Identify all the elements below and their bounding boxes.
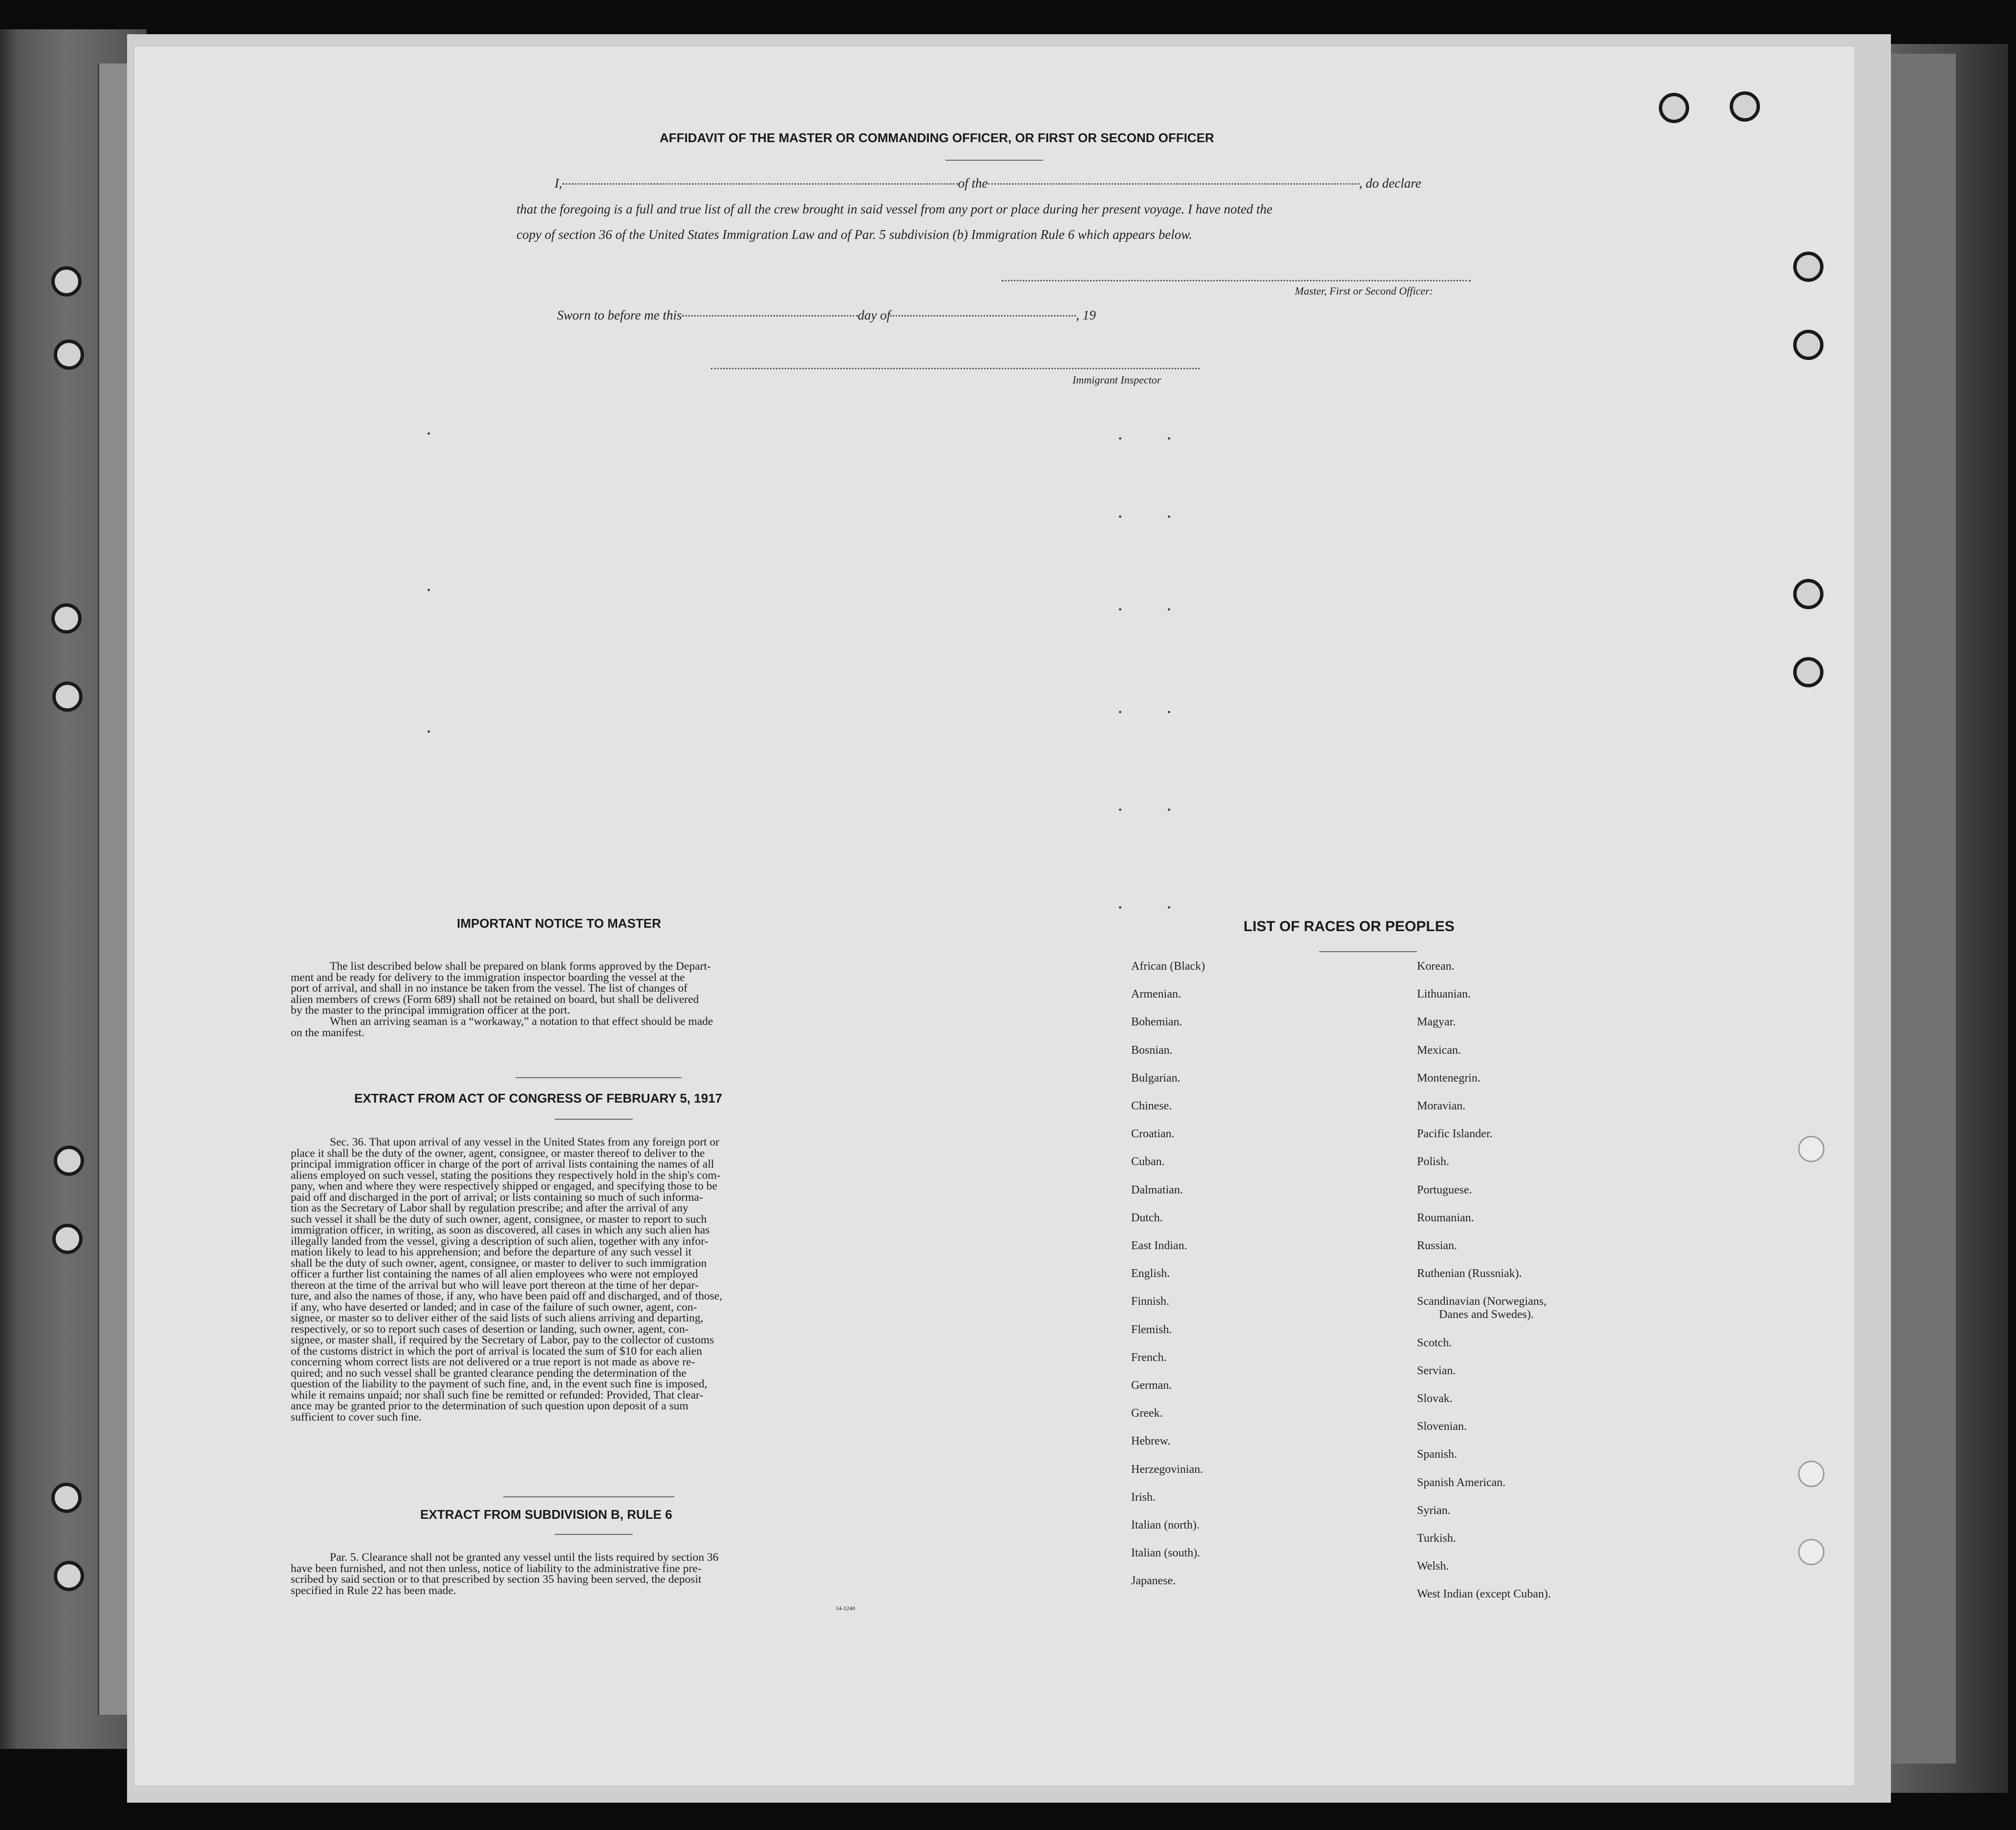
punch-hole-icon [1730, 91, 1760, 122]
race-item: Bohemian. [1131, 1016, 1182, 1029]
text-line: sufficient to cover such fine. [291, 1410, 422, 1424]
punch-hole-icon [54, 340, 84, 370]
race-item: Slovak. [1417, 1392, 1453, 1405]
text-line: concerning whom correct lists are not delivered or a true report is not made as above re- [291, 1356, 695, 1368]
notice-paragraph-1 [291, 961, 862, 1016]
race-item: Mexican. [1417, 1043, 1461, 1057]
punch-hole-icon [52, 1224, 83, 1254]
race-item: Bosnian. [1131, 1043, 1173, 1057]
text-line: principal immigration officer in charge of the port of arrival lists containing the names of all [291, 1158, 714, 1170]
text-line: if any, who have deserted or landed; and in case of the failure of such owner, agent, con- [291, 1300, 697, 1314]
vessel-blank [988, 183, 1359, 185]
notice-line: port of arrival, and shall in no instance be taken from the vessel. The list of changes of [291, 982, 688, 995]
punch-hole-icon [1659, 93, 1689, 123]
sworn-year: , 19 [1076, 308, 1096, 322]
race-item: Dalmatian. [1131, 1183, 1183, 1196]
race-item: Greek. [1131, 1407, 1163, 1420]
text-line: scribed by said section or to that prescribed by section 35 having been served, the deposit [291, 1573, 702, 1586]
race-item: Moravian. [1417, 1100, 1466, 1112]
column-mark [1119, 437, 1121, 440]
divider [555, 1534, 633, 1535]
race-item: Welsh. [1417, 1560, 1449, 1573]
column-mark [1119, 711, 1121, 713]
text-line: have been furnished, and not then unless, notice of liability to the administrative fine pre- [291, 1562, 702, 1575]
punch-hole-icon [54, 1561, 84, 1591]
notice-line: ment and be ready for delivery to the immigration inspector boarding the vessel at the [291, 971, 685, 984]
column-mark [1119, 906, 1121, 909]
text-line: question of the liability to the payment of such fine, and, in the event such fine is imposed, [291, 1378, 708, 1390]
text-line: pany, when and where they were respectively shipped or engaged, and specifying those to be [291, 1180, 717, 1192]
text-line: tion as the Secretary of Labor shall by regulation prescribe; and after the arrival of any [291, 1202, 688, 1214]
affidavit-i-label: I, [555, 176, 562, 191]
race-item: Turkish. [1417, 1532, 1456, 1545]
race-item: Pacific Islander. [1417, 1128, 1493, 1141]
text-line: specified in Rule 22 has been made. [291, 1584, 456, 1597]
text-line: quired; and no such vessel shall be granted clearance pending the determination of the [291, 1366, 686, 1380]
affidavit-title: AFFIDAVIT OF THE MASTER OR COMMANDING OFFICER, OR FIRST OR SECOND OFFICER [660, 130, 1214, 145]
race-item: East Indian. [1131, 1239, 1187, 1252]
name-blank [562, 183, 958, 185]
race-item: West Indian (except Cuban). [1417, 1588, 1551, 1601]
race-item: Magyar. [1417, 1016, 1456, 1029]
notice-line: When an arriving seaman is a “workaway,” a notation to that effect should be made [330, 1015, 713, 1028]
race-item: Spanish American. [1417, 1476, 1506, 1489]
punch-hole-icon [1798, 1461, 1824, 1487]
race-item: Cuban. [1131, 1155, 1165, 1169]
text-line: officer a further list containing the names of all alien employees who were not employed [291, 1268, 698, 1280]
race-item: Japanese. [1131, 1575, 1176, 1588]
extract-act-text [291, 1137, 862, 1423]
race-item: Chinese. [1131, 1100, 1172, 1112]
notice-title: IMPORTANT NOTICE TO MASTER [457, 916, 661, 931]
race-item: Flemish. [1131, 1323, 1172, 1336]
race-item: Slovenian. [1417, 1420, 1467, 1433]
punch-hole-icon [51, 1483, 82, 1513]
affidavit-line-1 [555, 176, 1421, 191]
text-line: illegally landed from the vessel, giving a description of such alien, together with any infor- [291, 1234, 708, 1248]
text-line: respectively, or so to report such cases of desertion or landing, such owner, agent, con- [291, 1322, 689, 1336]
punch-hole-icon [51, 266, 82, 297]
text-line: paid off and discharged in the port of arrival; or lists containing so much of such informa- [291, 1191, 703, 1204]
inspector-caption: Immigrant Inspector [1072, 374, 1161, 386]
column-mark [1119, 608, 1121, 611]
text-line: aliens employed on such vessel, stating the positions they respectively hold in the ship's com- [291, 1169, 721, 1182]
race-item: Dutch. [1131, 1211, 1163, 1224]
sworn-prefix: Sworn to before me this [557, 308, 682, 322]
text-line: mation likely to lead to his apprehension; and before the departure of any such vessel it [291, 1246, 692, 1258]
text-line: signee, or master so to deliver either of the said lists of such aliens arriving and departing, [291, 1312, 704, 1324]
punch-hole-icon [1793, 252, 1823, 282]
race-item: Scandinavian (Norwegians, [1417, 1295, 1547, 1308]
column-mark [1168, 809, 1170, 811]
race-item: Finnish. [1131, 1295, 1170, 1308]
column-mark [428, 589, 430, 591]
sworn-month-blank [890, 315, 1076, 317]
form-number: 14-1240 [836, 1605, 855, 1612]
race-item: Roumanian. [1417, 1211, 1474, 1224]
extract-act-title: EXTRACT FROM ACT OF CONGRESS OF FEBRUARY 5, 1917 [354, 1091, 723, 1106]
divider [945, 160, 1043, 161]
text-line: thereon at the time of the arrival but who will leave port thereon at the time of her depar- [291, 1278, 699, 1292]
punch-hole-icon [52, 681, 83, 712]
race-item: Montenegrin. [1417, 1071, 1480, 1085]
punch-hole-icon [54, 1146, 84, 1176]
extract-rule-title: EXTRACT FROM SUBDIVISION B, RULE 6 [420, 1507, 672, 1522]
punch-hole-icon [51, 603, 82, 634]
race-item: Armenian. [1131, 988, 1181, 1001]
punch-hole-icon [1793, 657, 1823, 687]
race-item: Italian (north). [1131, 1519, 1200, 1532]
race-item: Servian. [1417, 1364, 1456, 1377]
text-line: immigration officer, in writing, as soon as discovered, all cases in which any such alien has [291, 1224, 710, 1236]
text-line: such vessel it shall be the duty of such owner, agent, consignee, or master to report to such [291, 1213, 707, 1226]
divider [555, 1119, 633, 1120]
races-title: LIST OF RACES OR PEOPLES [1244, 918, 1455, 935]
sworn-day-blank [682, 315, 858, 317]
punch-hole-icon [1798, 1539, 1824, 1565]
divider [503, 1496, 674, 1497]
text-line: Sec. 36. That upon arrival of any vessel in the United States from any foreign port or [330, 1136, 720, 1149]
race-item: African (Black) [1131, 960, 1205, 973]
divider [1319, 951, 1417, 952]
text-line: place it shall be the duty of the owner, agent, consignee, or master thereof to deliver to the [291, 1147, 705, 1160]
race-item: Ruthenian (Russniak). [1417, 1267, 1522, 1280]
affidavit-line-3: copy of section 36 of the United States Immigration Law and of Par. 5 subdivision (b) Immigration Rule 6 which appears below. [516, 227, 1193, 242]
punch-hole-icon [1798, 1136, 1824, 1162]
notice-paragraph-2 [291, 1016, 862, 1038]
race-item: Portuguese. [1417, 1183, 1472, 1196]
column-mark [1168, 608, 1170, 611]
notice-line: alien members of crews (Form 689) shall not be retained on board, but shall be delivered [291, 993, 699, 1006]
race-item: Bulgarian. [1131, 1071, 1180, 1085]
master-signature-line [1002, 280, 1471, 281]
race-item: Croatian. [1131, 1128, 1175, 1141]
race-item: Lithuanian. [1417, 988, 1471, 1001]
text-line: ance may be granted prior to the determination of such question upon deposit of a sum [291, 1400, 688, 1412]
race-item: Syrian. [1417, 1504, 1451, 1517]
race-item: Italian (south). [1131, 1547, 1201, 1560]
master-caption: Master, First or Second Officer: [1295, 285, 1433, 297]
notice-line: by the master to the principal immigration officer at the port. [291, 1004, 570, 1017]
text-line: shall be the duty of such owner, agent, consignee, or master to deliver to such immigration [291, 1256, 707, 1270]
race-item: Danes and Swedes). [1439, 1308, 1534, 1321]
text-line: of the customs district in which the port of arrival is located the sum of $10 for each alien [291, 1344, 702, 1358]
text-line: ture, and also the names of those, if any, who have been paid off and discharged, and of those, [291, 1290, 723, 1302]
race-item: German. [1131, 1379, 1172, 1392]
column-mark [1168, 906, 1170, 909]
punch-hole-icon [1793, 579, 1823, 609]
sworn-line [557, 308, 1096, 323]
text-line: signee, or master shall, if required by the Secretary of Labor, pay to the collector of customs [291, 1334, 714, 1346]
race-item: Korean. [1417, 960, 1455, 973]
sworn-day-of: day of [858, 308, 891, 322]
column-mark [1168, 711, 1170, 713]
race-item: Scotch. [1417, 1336, 1452, 1349]
notice-line: The list described below shall be prepared on blank forms approved by the Depart- [330, 960, 711, 973]
text-line: while it remains unpaid; nor shall such fine be remitted or refunded: Provided, That clear- [291, 1388, 704, 1402]
extract-rule-text [291, 1552, 862, 1596]
divider [515, 1077, 682, 1078]
column-mark [1168, 437, 1170, 440]
text-line: Par. 5. Clearance shall not be granted any vessel until the lists required by section 36 [330, 1551, 719, 1564]
affidavit-line-2: that the foregoing is a full and true list of all the crew brought in said vessel from any port or place during her present voyage. I have noted the [516, 202, 1273, 216]
affidavit-of-the-label: of the [958, 176, 988, 191]
race-item: Russian. [1417, 1239, 1458, 1252]
affidavit-declare-label: , do declare [1359, 176, 1421, 191]
race-item: Herzegovinian. [1131, 1463, 1203, 1476]
column-mark [1168, 515, 1170, 518]
race-item: Polish. [1417, 1155, 1450, 1169]
column-mark [1119, 809, 1121, 811]
document-page [134, 46, 1854, 1786]
column-mark [1119, 515, 1121, 518]
race-item: Irish. [1131, 1490, 1156, 1504]
inspector-signature-line [711, 368, 1200, 369]
race-item: French. [1131, 1351, 1167, 1364]
race-item: Spanish. [1417, 1448, 1458, 1461]
notice-line: on the manifest. [291, 1026, 365, 1039]
race-item: English. [1131, 1267, 1170, 1280]
punch-hole-icon [1793, 330, 1823, 360]
column-mark [428, 730, 430, 733]
race-item: Hebrew. [1131, 1435, 1171, 1448]
column-mark [428, 432, 430, 435]
